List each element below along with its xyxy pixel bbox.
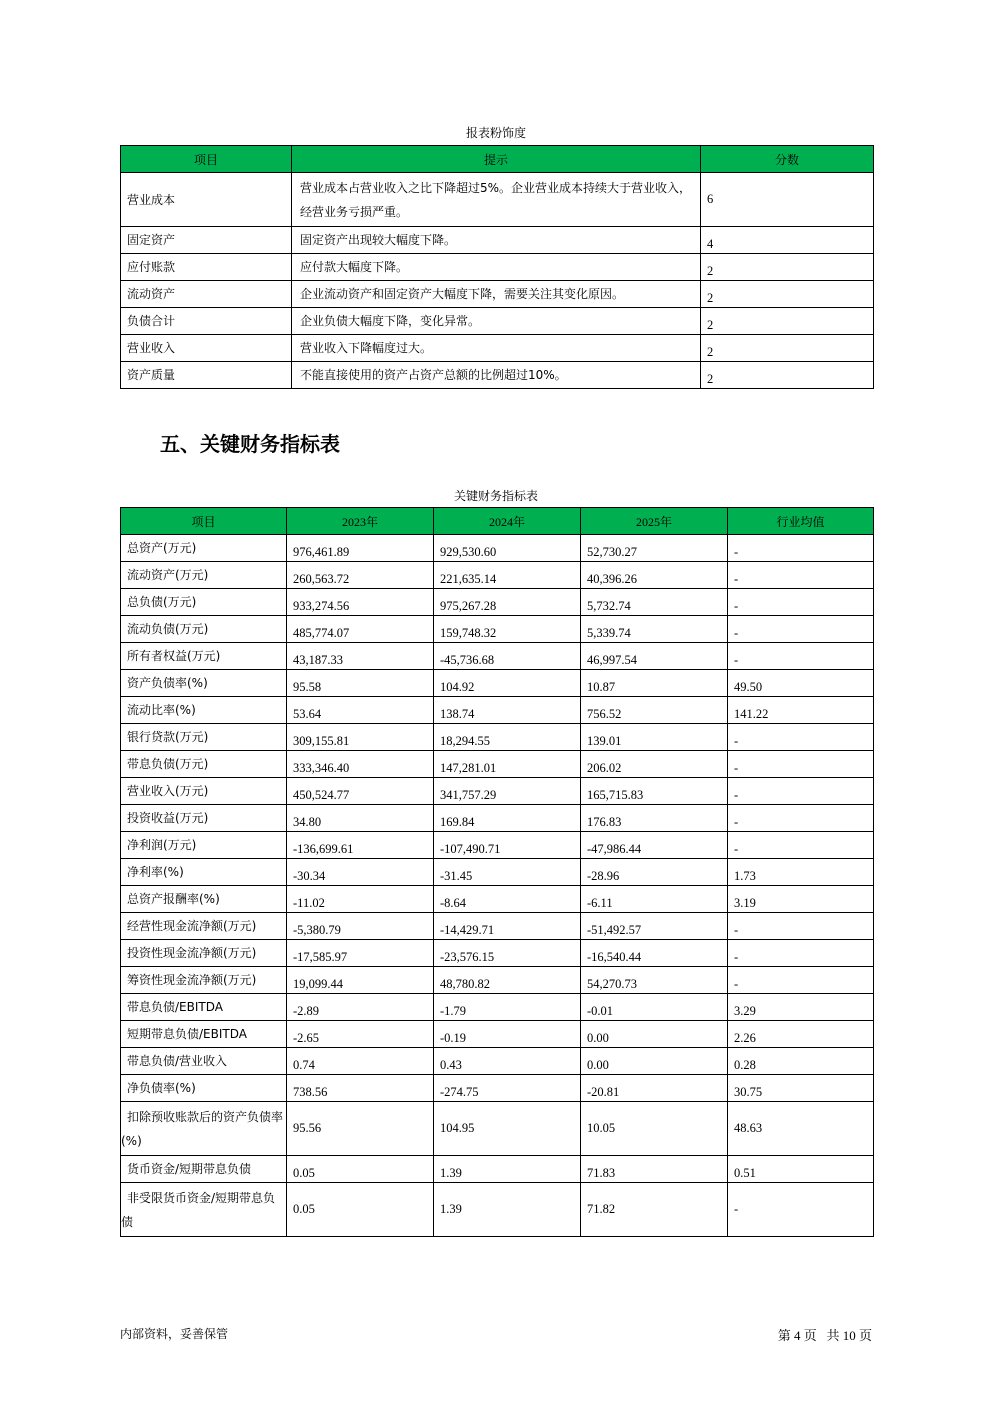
value-2025-cell: -0.01 xyxy=(581,994,728,1021)
value-2024-cell: 18,294.55 xyxy=(434,724,581,751)
row-score-cell: 2 xyxy=(701,254,874,281)
row-item-cell: 扣除预收账款后的资产负债率(%) xyxy=(121,1102,287,1156)
value-2023-cell: 933,274.56 xyxy=(287,589,434,616)
value-2023-cell: -17,585.97 xyxy=(287,940,434,967)
value-2024-cell: 0.43 xyxy=(434,1048,581,1075)
row-score-cell: 6 xyxy=(701,173,874,227)
value-2023-cell: 333,346.40 xyxy=(287,751,434,778)
industry-average-cell: 48.63 xyxy=(728,1102,874,1156)
table-row xyxy=(121,1048,874,1075)
value-2025-cell: 176.83 xyxy=(581,805,728,832)
industry-average-cell: - xyxy=(728,535,874,562)
row-item-cell: 流动比率(%) xyxy=(121,697,287,724)
table-row xyxy=(121,362,874,389)
value-2023-cell: 34.80 xyxy=(287,805,434,832)
row-item-cell: 总资产报酬率(%) xyxy=(121,886,287,913)
column-header: 项目 xyxy=(121,146,292,173)
table-row xyxy=(121,805,874,832)
row-item-cell: 银行贷款(万元) xyxy=(121,724,287,751)
row-item-cell: 资产质量 xyxy=(121,362,292,389)
table-row xyxy=(121,535,874,562)
row-item-cell: 流动资产(万元) xyxy=(121,562,287,589)
value-2024-cell: 159,748.32 xyxy=(434,616,581,643)
table1-title: 报表粉饰度 xyxy=(465,126,526,140)
table-row xyxy=(121,1183,874,1237)
column-header: 2024年 xyxy=(434,508,581,535)
table-row xyxy=(121,724,874,751)
industry-average-cell: 1.73 xyxy=(728,859,874,886)
value-2023-cell: -11.02 xyxy=(287,886,434,913)
value-2024-cell: 221,635.14 xyxy=(434,562,581,589)
table-row xyxy=(121,913,874,940)
table-row xyxy=(121,697,874,724)
industry-average-cell: 0.28 xyxy=(728,1048,874,1075)
value-2025-cell: -16,540.44 xyxy=(581,940,728,967)
value-2024-cell: 169.84 xyxy=(434,805,581,832)
value-2023-cell: 53.64 xyxy=(287,697,434,724)
value-2025-cell: 40,396.26 xyxy=(581,562,728,589)
value-2024-cell: 1.39 xyxy=(434,1156,581,1183)
value-2024-cell: 147,281.01 xyxy=(434,751,581,778)
row-hint-cell: 企业流动资产和固定资产大幅度下降，需要关注其变化原因。 xyxy=(292,281,701,308)
value-2023-cell: 309,155.81 xyxy=(287,724,434,751)
value-2025-cell: -6.11 xyxy=(581,886,728,913)
row-item-cell: 净负债率(%) xyxy=(121,1075,287,1102)
value-2025-cell: 756.52 xyxy=(581,697,728,724)
industry-average-cell: - xyxy=(728,805,874,832)
value-2025-cell: 165,715.83 xyxy=(581,778,728,805)
value-2023-cell: 43,187.33 xyxy=(287,643,434,670)
row-item-cell: 投资收益(万元) xyxy=(121,805,287,832)
value-2023-cell: 260,563.72 xyxy=(287,562,434,589)
table-row xyxy=(121,335,874,362)
table-row xyxy=(121,227,874,254)
value-2024-cell: -274.75 xyxy=(434,1075,581,1102)
table-header-row xyxy=(121,146,874,173)
row-item-cell: 筹资性现金流净额(万元) xyxy=(121,967,287,994)
value-2024-cell: 341,757.29 xyxy=(434,778,581,805)
value-2025-cell: 5,339.74 xyxy=(581,616,728,643)
value-2023-cell: 0.74 xyxy=(287,1048,434,1075)
table-row xyxy=(121,173,874,227)
industry-average-cell: - xyxy=(728,751,874,778)
table-row xyxy=(121,281,874,308)
value-2025-cell: 52,730.27 xyxy=(581,535,728,562)
table-header-row xyxy=(121,508,874,535)
table-row xyxy=(121,1102,874,1156)
row-score-cell: 2 xyxy=(701,362,874,389)
row-item-cell: 应付账款 xyxy=(121,254,292,281)
value-2025-cell: 0.00 xyxy=(581,1048,728,1075)
row-item-cell: 流动负债(万元) xyxy=(121,616,287,643)
value-2023-cell: 0.05 xyxy=(287,1183,434,1237)
row-hint-cell: 固定资产出现较大幅度下降。 xyxy=(292,227,701,254)
table-row xyxy=(121,940,874,967)
table-row xyxy=(121,616,874,643)
row-item-cell: 总资产(万元) xyxy=(121,535,287,562)
value-2023-cell: -2.65 xyxy=(287,1021,434,1048)
row-item-cell: 固定资产 xyxy=(121,227,292,254)
table-row xyxy=(121,589,874,616)
value-2024-cell: 104.95 xyxy=(434,1102,581,1156)
row-hint-cell: 不能直接使用的资产占资产总额的比例超过10%。 xyxy=(292,362,701,389)
row-score-cell: 2 xyxy=(701,308,874,335)
row-score-cell: 2 xyxy=(701,335,874,362)
table-row xyxy=(121,308,874,335)
row-item-cell: 资产负债率(%) xyxy=(121,670,287,697)
row-item-cell: 带息负债/营业收入 xyxy=(121,1048,287,1075)
industry-average-cell: - xyxy=(728,562,874,589)
value-2024-cell: -31.45 xyxy=(434,859,581,886)
value-2024-cell: 48,780.82 xyxy=(434,967,581,994)
report-whitewash-table xyxy=(120,145,874,389)
row-hint-cell: 营业收入下降幅度过大。 xyxy=(292,335,701,362)
industry-average-cell: - xyxy=(728,724,874,751)
value-2024-cell: -8.64 xyxy=(434,886,581,913)
table-row xyxy=(121,778,874,805)
table-row xyxy=(121,832,874,859)
value-2025-cell: 46,997.54 xyxy=(581,643,728,670)
value-2024-cell: 975,267.28 xyxy=(434,589,581,616)
key-financial-indicators-table xyxy=(120,507,874,1237)
value-2025-cell: -28.96 xyxy=(581,859,728,886)
value-2025-cell: 71.83 xyxy=(581,1156,728,1183)
value-2023-cell: -2.89 xyxy=(287,994,434,1021)
table-row xyxy=(121,562,874,589)
value-2024-cell: 104.92 xyxy=(434,670,581,697)
value-2023-cell: -30.34 xyxy=(287,859,434,886)
row-item-cell: 货币资金/短期带息负债 xyxy=(121,1156,287,1183)
table-row xyxy=(121,859,874,886)
table-row xyxy=(121,1021,874,1048)
value-2025-cell: 0.00 xyxy=(581,1021,728,1048)
value-2023-cell: 95.56 xyxy=(287,1102,434,1156)
row-item-cell: 净利润(万元) xyxy=(121,832,287,859)
value-2025-cell: 10.05 xyxy=(581,1102,728,1156)
row-item-cell: 营业收入 xyxy=(121,335,292,362)
value-2024-cell: -45,736.68 xyxy=(434,643,581,670)
table-row xyxy=(121,967,874,994)
row-hint-cell: 营业成本占营业收入之比下降超过5%。企业营业成本持续大于营业收入，经营业务亏损严重。 xyxy=(292,173,701,227)
table-row xyxy=(121,886,874,913)
industry-average-cell: - xyxy=(728,778,874,805)
value-2024-cell: 929,530.60 xyxy=(434,535,581,562)
page-number: 第 4 页 共 10 页 xyxy=(777,1328,872,1343)
row-item-cell: 非受限货币资金/短期带息负债 xyxy=(121,1183,287,1237)
value-2023-cell: 738.56 xyxy=(287,1075,434,1102)
value-2025-cell: -51,492.57 xyxy=(581,913,728,940)
footer-left: 内部资料，妥善保管 xyxy=(120,1327,229,1341)
row-item-cell: 总负债(万元) xyxy=(121,589,287,616)
value-2024-cell: 1.39 xyxy=(434,1183,581,1237)
row-item-cell: 营业成本 xyxy=(121,173,292,227)
row-item-cell: 营业收入(万元) xyxy=(121,778,287,805)
value-2024-cell: 138.74 xyxy=(434,697,581,724)
industry-average-cell: - xyxy=(728,643,874,670)
industry-average-cell: - xyxy=(728,967,874,994)
table-row xyxy=(121,254,874,281)
section-heading: 五、关键财务指标表 xyxy=(160,432,340,456)
industry-average-cell: - xyxy=(728,589,874,616)
value-2024-cell: -0.19 xyxy=(434,1021,581,1048)
value-2024-cell: -23,576.15 xyxy=(434,940,581,967)
table-row xyxy=(121,670,874,697)
value-2023-cell: 0.05 xyxy=(287,1156,434,1183)
value-2023-cell: 450,524.77 xyxy=(287,778,434,805)
value-2024-cell: -1.79 xyxy=(434,994,581,1021)
industry-average-cell: - xyxy=(728,940,874,967)
value-2024-cell: -14,429.71 xyxy=(434,913,581,940)
value-2025-cell: 5,732.74 xyxy=(581,589,728,616)
column-header: 2023年 xyxy=(287,508,434,535)
value-2025-cell: 71.82 xyxy=(581,1183,728,1237)
value-2025-cell: -20.81 xyxy=(581,1075,728,1102)
value-2025-cell: -47,986.44 xyxy=(581,832,728,859)
industry-average-cell: 49.50 xyxy=(728,670,874,697)
row-item-cell: 净利率(%) xyxy=(121,859,287,886)
industry-average-cell: 141.22 xyxy=(728,697,874,724)
row-hint-cell: 企业负债大幅度下降，变化异常。 xyxy=(292,308,701,335)
row-item-cell: 带息负债(万元) xyxy=(121,751,287,778)
industry-average-cell: 30.75 xyxy=(728,1075,874,1102)
column-header: 分数 xyxy=(701,146,874,173)
value-2024-cell: -107,490.71 xyxy=(434,832,581,859)
industry-average-cell: - xyxy=(728,832,874,859)
row-item-cell: 带息负债/EBITDA xyxy=(121,994,287,1021)
table2-title: 关键财务指标表 xyxy=(453,489,538,503)
value-2025-cell: 139.01 xyxy=(581,724,728,751)
row-item-cell: 经营性现金流净额(万元) xyxy=(121,913,287,940)
row-score-cell: 2 xyxy=(701,281,874,308)
column-header: 2025年 xyxy=(581,508,728,535)
row-item-cell: 流动资产 xyxy=(121,281,292,308)
value-2023-cell: 976,461.89 xyxy=(287,535,434,562)
column-header: 项目 xyxy=(121,508,287,535)
value-2025-cell: 206.02 xyxy=(581,751,728,778)
industry-average-cell: - xyxy=(728,616,874,643)
value-2023-cell: 19,099.44 xyxy=(287,967,434,994)
row-item-cell: 投资性现金流净额(万元) xyxy=(121,940,287,967)
row-item-cell: 所有者权益(万元) xyxy=(121,643,287,670)
table-row xyxy=(121,994,874,1021)
table-row xyxy=(121,1156,874,1183)
value-2025-cell: 54,270.73 xyxy=(581,967,728,994)
industry-average-cell: 2.26 xyxy=(728,1021,874,1048)
row-item-cell: 负债合计 xyxy=(121,308,292,335)
value-2023-cell: 95.58 xyxy=(287,670,434,697)
table-row xyxy=(121,1075,874,1102)
row-item-cell: 短期带息负债/EBITDA xyxy=(121,1021,287,1048)
industry-average-cell: 3.19 xyxy=(728,886,874,913)
industry-average-cell: 0.51 xyxy=(728,1156,874,1183)
row-score-cell: 4 xyxy=(701,227,874,254)
value-2023-cell: 485,774.07 xyxy=(287,616,434,643)
value-2023-cell: -136,699.61 xyxy=(287,832,434,859)
industry-average-cell: - xyxy=(728,913,874,940)
column-header: 行业均值 xyxy=(728,508,874,535)
table-row xyxy=(121,751,874,778)
table-row xyxy=(121,643,874,670)
value-2023-cell: -5,380.79 xyxy=(287,913,434,940)
row-hint-cell: 应付款大幅度下降。 xyxy=(292,254,701,281)
column-header: 提示 xyxy=(292,146,701,173)
industry-average-cell: - xyxy=(728,1183,874,1237)
value-2025-cell: 10.87 xyxy=(581,670,728,697)
industry-average-cell: 3.29 xyxy=(728,994,874,1021)
